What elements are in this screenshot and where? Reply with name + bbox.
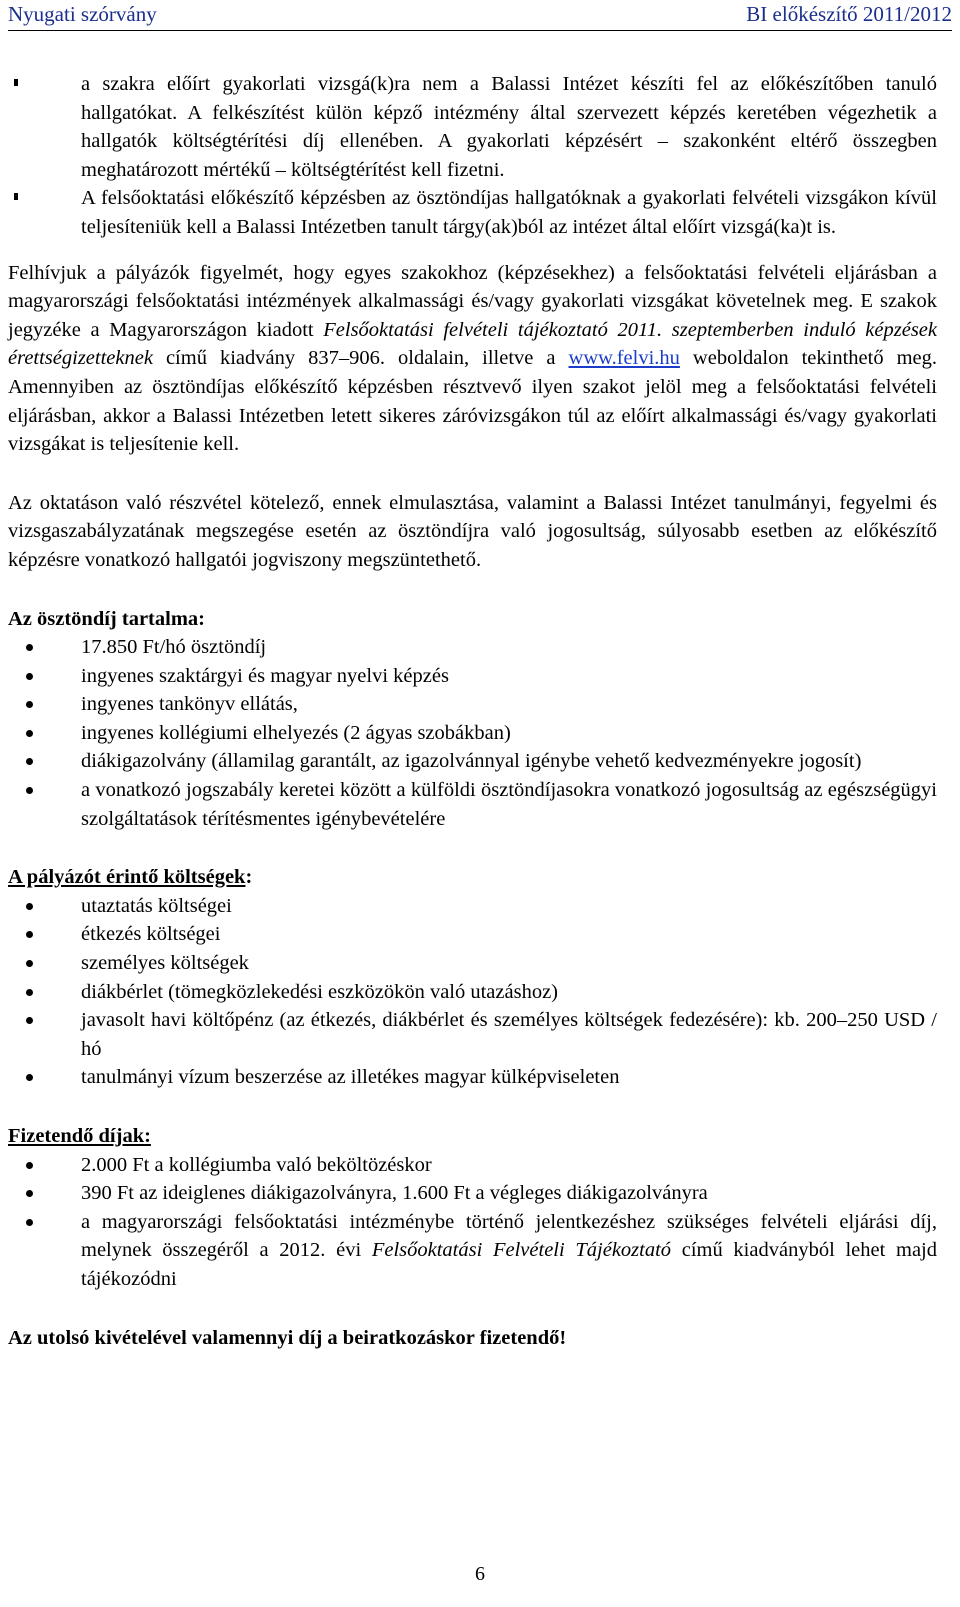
bullet-icon: [26, 989, 33, 996]
bullet-icon: [26, 903, 33, 910]
bullet-icon: [26, 701, 33, 708]
list-item: a magyarországi felsőoktatási intézménybe történő jelentkezéshez szükséges felvételi eljárási díj, melynek összegéről a 2012. évi Felsőoktatási Felvételi Tájékoztató című kiadványból lehet majd tájékozódni: [8, 1208, 937, 1294]
list-item: 17.850 Ft/hó ösztöndíj: [8, 633, 937, 662]
list-item: ingyenes tankönyv ellátás,: [8, 690, 937, 719]
fees-heading: Fizetendő díjak:: [8, 1125, 151, 1147]
costs-heading: A pályázót érintő költségek:: [8, 866, 253, 889]
square-bullet-icon: [14, 79, 18, 86]
square-bullet-icon: [14, 193, 18, 200]
bullet-icon: [26, 787, 33, 794]
list-item: 2.000 Ft a kollégiumba való beköltözéskor: [8, 1151, 937, 1180]
list-item: 390 Ft az ideiglenes diákigazolványra, 1.600 Ft a végleges diákigazolványra: [8, 1179, 937, 1208]
list-item: személyes költségek: [8, 949, 937, 978]
paragraph-admission-exams: Felhívjuk a pályázók figyelmét, hogy egyes szakokhoz (képzésekhez) a felsőoktatási felvételi eljárásban a magyarországi felsőoktatási intézmények alkalmassági és/vagy gyakorlati vizsgákat követelnek meg. E szakok jegyzéke a Magyarországon kiadott Felsőoktatási felvételi tájékoztató 2011. szeptemberben induló képzések érettségizetteknek című kiadvány 837–906. oldalain, illetve a www.felvi.hu weboldalon tekinthető meg. Amennyiben az ösztöndíjas előkészítő képzésben résztvevő ilyen szakot jelöl meg a felsőoktatási felvételi eljárásban, akkor a Balassi Intézetben letett sikeres záróvizsgákon túl az előírt alkalmassági és/vagy gyakorlati vizsgákat is teljesítenie kell.: [8, 261, 937, 456]
bullet-icon: [26, 1074, 33, 1081]
publication-title: Felsőoktatási felvételi tájékoztató 2011. szeptemberben induló képzések érettségizetteknek: [8, 318, 937, 370]
paragraph-attendance: Az oktatáson való részvétel kötelező, ennek elmulasztása, valamint a Balassi Intézet tanulmányi, fegyelmi és vizsgaszabályzatának megszegése esetén az ösztöndíjra való jogosultság, súlyosabb esetben az előkészítő képzésre vonatkozó hallgatói jogviszony megszüntethető.: [8, 491, 937, 571]
fees-list: [8, 1151, 937, 1294]
publication-title: Felsőoktatási Felvételi Tájékoztató: [371, 1239, 672, 1262]
bullet-icon: [26, 1017, 33, 1024]
page-number: 6: [475, 1563, 485, 1585]
list-item: étkezés költségei: [8, 920, 937, 949]
page-header: [8, 0, 952, 30]
bullet-icon: [26, 1219, 33, 1226]
felvi-link[interactable]: www.felvi.hu: [568, 347, 680, 370]
header-left-text: Nyugati szórvány: [8, 2, 157, 26]
header-rule: [8, 30, 952, 31]
list-item: tanulmányi vízum beszerzése az illetékes magyar külképviseleten: [8, 1063, 937, 1092]
costs-list: [8, 892, 937, 1092]
closing-note: Az utolsó kivételével valamennyi díj a beiratkozáskor fizetendő!: [8, 1326, 567, 1349]
bullet-icon: [26, 673, 33, 680]
scholarship-heading: Az ösztöndíj tartalma:: [8, 607, 205, 630]
list-item: A felsőoktatási előkészítő képzésben az ösztöndíjas hallgatóknak a gyakorlati felvételi vizsgákon kívül teljesíteniük kell a Balassi Intézetben tanult tárgy(ak)ból az intézet által előírt vizsgá(ka)t is.: [8, 184, 937, 241]
bullet-icon: [26, 931, 33, 938]
list-item: diákbérlet (tömegközlekedési eszközökön való utazáshoz): [8, 978, 937, 1007]
header-right-text: BI előkészítő 2011/2012: [746, 2, 952, 26]
bullet-icon: [26, 1162, 33, 1169]
bullet-icon: [26, 1190, 33, 1197]
list-item: ingyenes kollégiumi elhelyezés (2 ágyas szobákban): [8, 719, 937, 748]
intro-list: [8, 70, 937, 242]
list-item: a szakra előírt gyakorlati vizsgá(k)ra nem a Balassi Intézet készíti fel az előkészítőben tanuló hallgatókat. A felkészítést külön képző intézmény által szervezett képzés keretében végezhetik a hallgatók költségtérítési díj ellenében. A gyakorlati képzésért – szakonként eltérő összegben meghatározott mértékű – költségtérítést kell fizetni.: [8, 70, 937, 184]
list-item: ingyenes szaktárgyi és magyar nyelvi képzés: [8, 662, 937, 691]
bullet-icon: [26, 730, 33, 737]
list-item: a vonatkozó jogszabály keretei között a külföldi ösztöndíjasokra vonatkozó jogosultság az egészségügyi szolgáltatások térítésmentes igénybevételére: [8, 776, 937, 833]
bullet-icon: [26, 758, 33, 765]
document-body: [8, 70, 937, 1352]
bullet-icon: [26, 960, 33, 967]
scholarship-list: [8, 633, 937, 833]
list-item: javasolt havi költőpénz (az étkezés, diákbérlet és személyes költségek fedezésére): kb. 200–250 USD / hó: [8, 1006, 937, 1063]
list-item: utaztatás költségei: [8, 892, 937, 921]
bullet-icon: [26, 644, 33, 651]
list-item: diákigazolvány (államilag garantált, az igazolvánnyal igénybe vehető kedvezményekre jogosít): [8, 747, 937, 776]
